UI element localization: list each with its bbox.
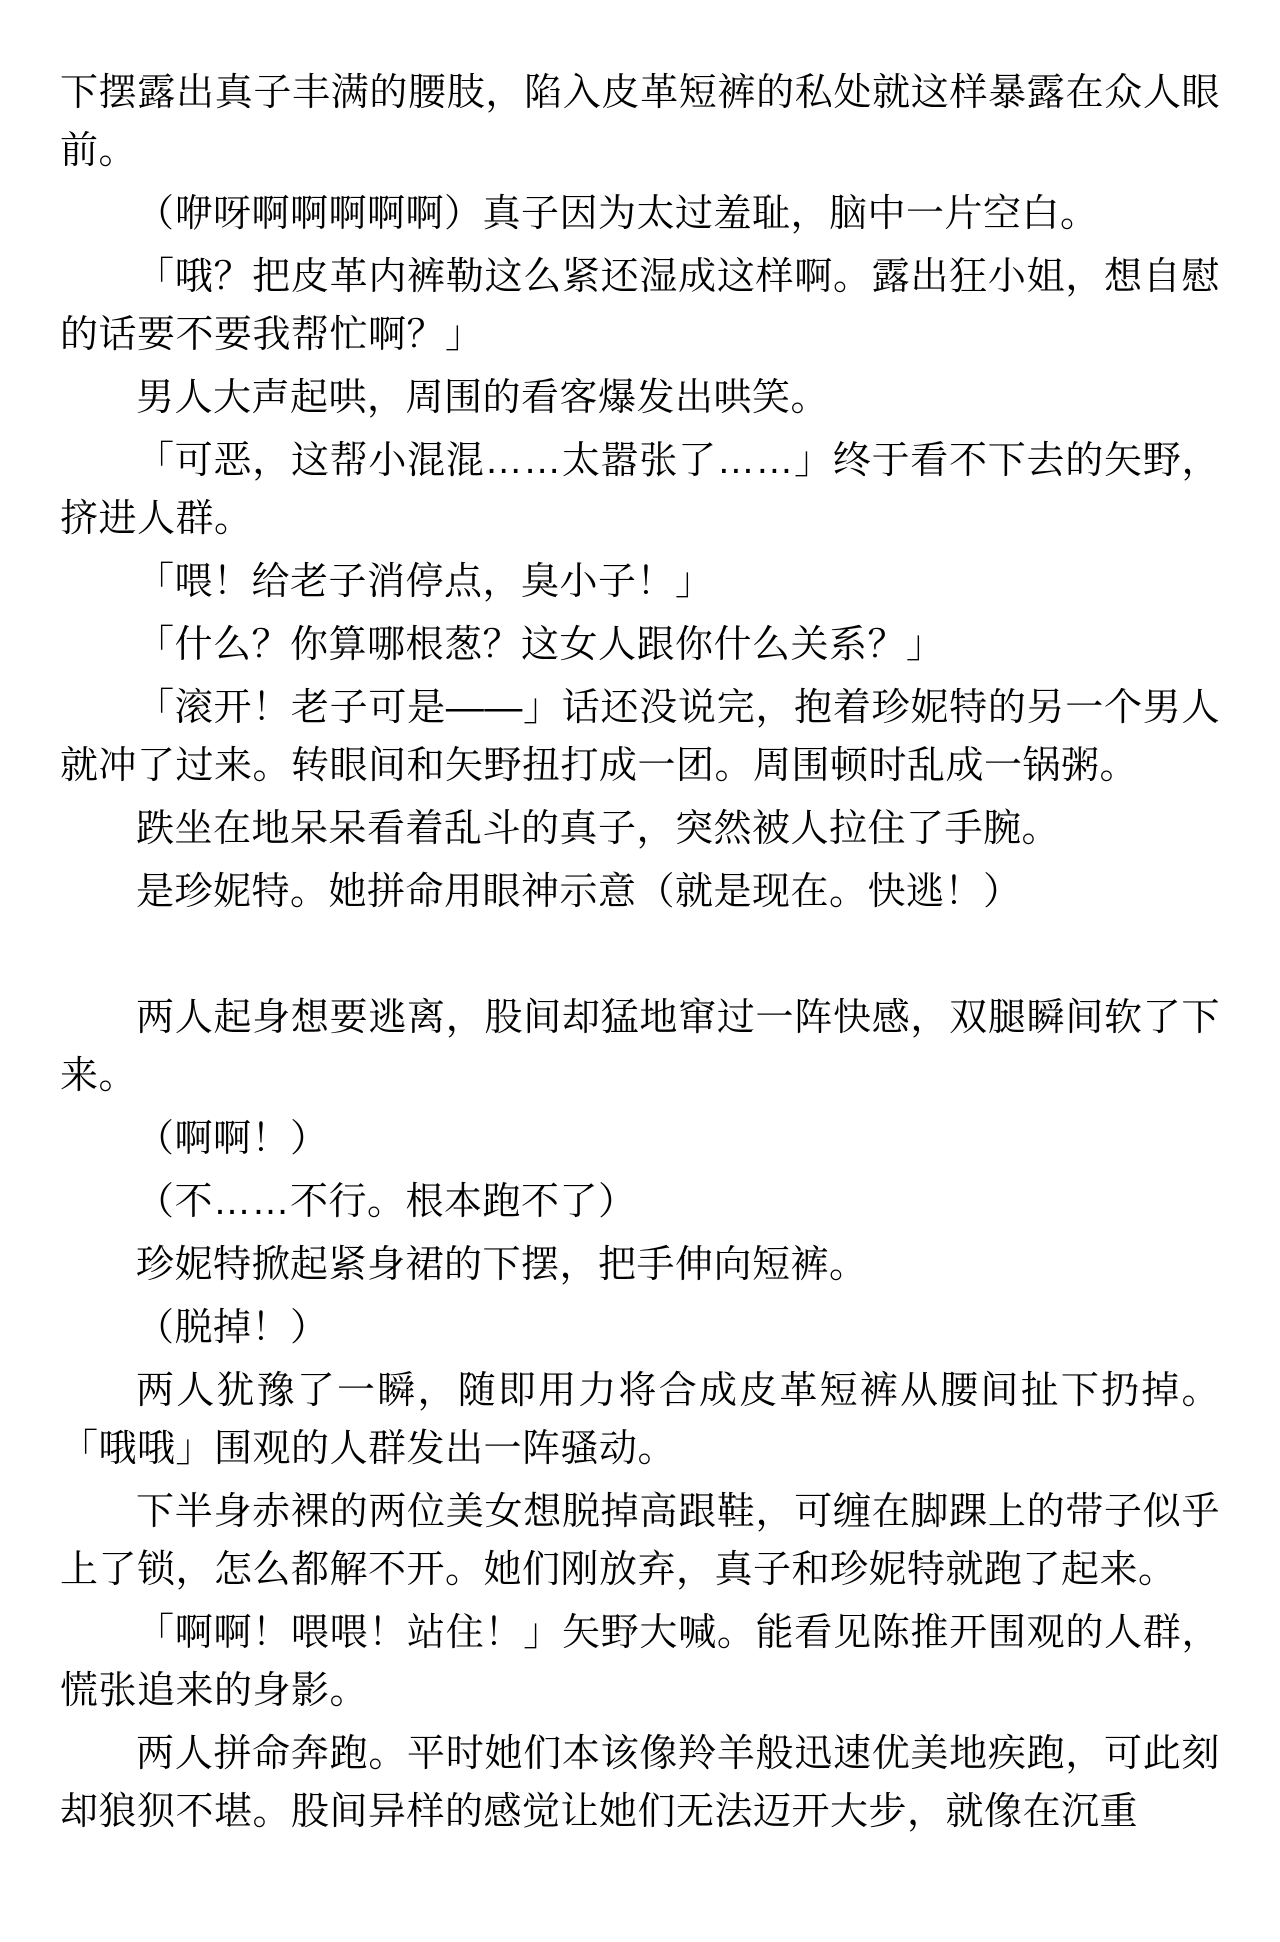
paragraph: （咿呀啊啊啊啊啊）真子因为太过羞耻，脑中一片空白。 [136, 193, 1099, 235]
paragraph: （脱掉！） [136, 1307, 329, 1349]
scene-break [60, 926, 1220, 989]
paragraph: 珍妮特掀起紧身裙的下摆，把手伸向短裤。 [136, 1244, 868, 1286]
paragraph: 下半身赤裸的两位美女想脱掉高跟鞋，可缠在脚踝上的带子似乎上了锁，怎么都解不开。她们刚放弃，真子和珍妮特就跑了起来。 [60, 1491, 1220, 1591]
paragraph: 两人犹豫了一瞬，随即用力将合成皮革短裤从腰间扯下扔掉。「哦哦」围观的人群发出一阵骚动。 [60, 1370, 1220, 1470]
paragraph: 两人拼命奔跑。平时她们本该像羚羊般迅速优美地疾跑，可此刻却狼狈不堪。股间异样的感觉让她们无法迈开大步，就像在沉重 [60, 1733, 1220, 1833]
paragraph: 两人起身想要逃离，股间却猛地窜过一阵快感，双腿瞬间软了下来。 [60, 997, 1220, 1097]
paragraph: 男人大声起哄，周围的看客爆发出哄笑。 [136, 377, 830, 419]
paragraph: （啊啊！） [136, 1118, 329, 1160]
paragraph: 「喂！给老子消停点，臭小子！」 [136, 561, 714, 603]
paragraph: 「什么？你算哪根葱？这女人跟你什么关系？」 [136, 624, 945, 666]
novel-text-body [60, 64, 1220, 1841]
paragraph: 「滚开！老子可是——」话还没说完，抱着珍妮特的另一个男人就冲了过来。转眼间和矢野扭打成一团。周围顿时乱成一锅粥。 [60, 687, 1220, 787]
paragraph: 跌坐在地呆呆看着乱斗的真子，突然被人拉住了手腕。 [136, 808, 1061, 850]
paragraph: 「哦？把皮革内裤勒这么紧还湿成这样啊。露出狂小姐，想自慰的话要不要我帮忙啊？」 [60, 256, 1220, 356]
paragraph: 「啊啊！喂喂！站住！」矢野大喊。能看见陈推开围观的人群，慌张追来的身影。 [60, 1612, 1220, 1712]
paragraph: （不……不行。根本跑不了） [136, 1181, 637, 1223]
paragraph: 是珍妮特。她拼命用眼神示意（就是现在。快逃！） [136, 871, 1022, 913]
paragraph: 下摆露出真子丰满的腰肢，陷入皮革短裤的私处就这样暴露在众人眼前。 [60, 72, 1220, 172]
paragraph: 「可恶，这帮小混混……太嚣张了……」终于看不下去的矢野，挤进人群。 [60, 440, 1220, 540]
